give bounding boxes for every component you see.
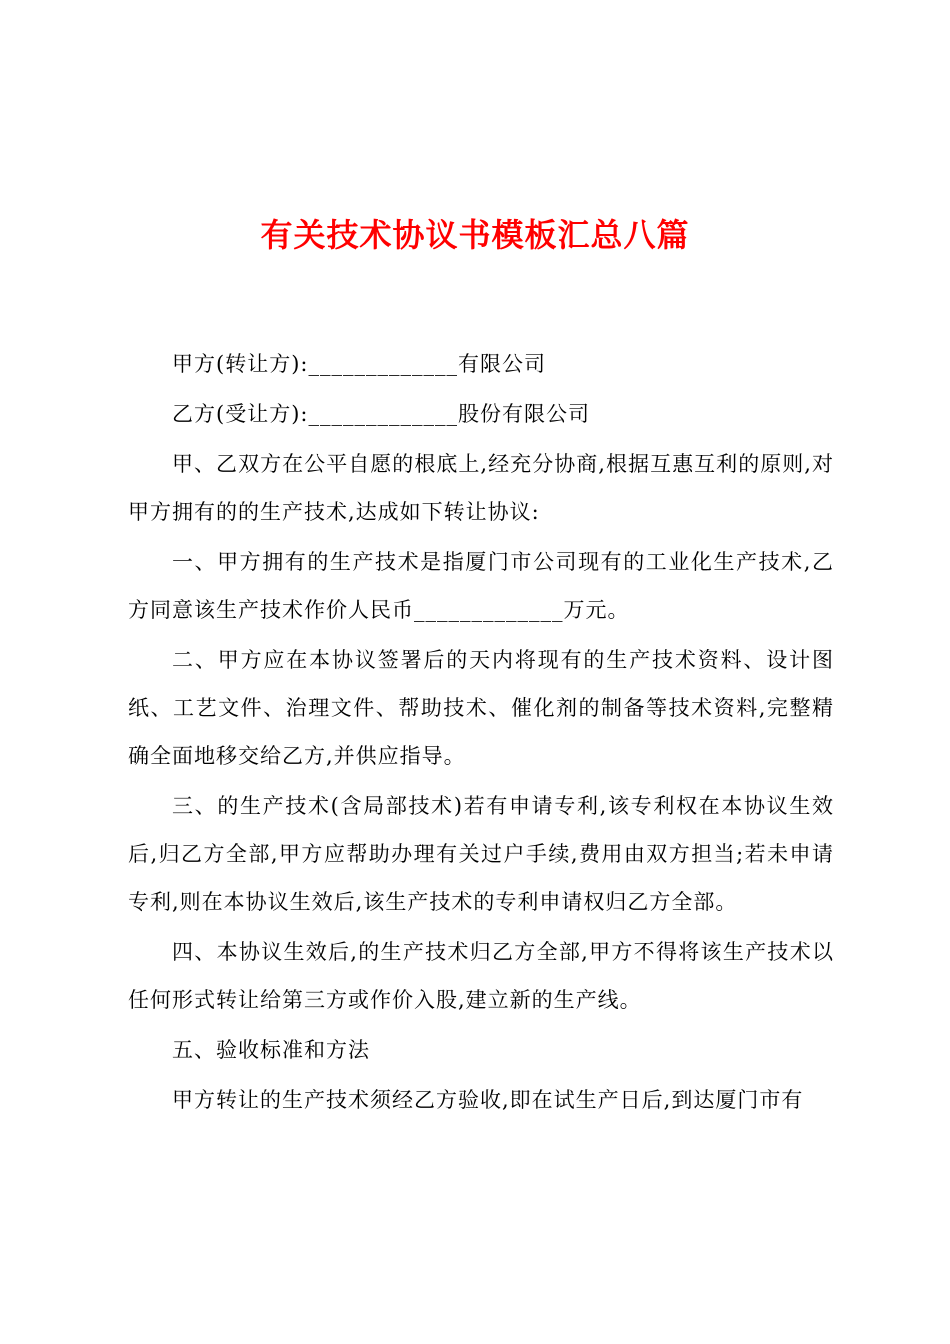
preamble-paragraph: 甲、乙双方在公平自愿的根底上,经充分协商,根据互惠互利的原则,对甲方拥有的的生产技术,达成如下转让协议: [128, 452, 834, 524]
party-a-line: 甲方(转让方):_____________有限公司 [172, 352, 546, 376]
clause-4-paragraph: 四、本协议生效后,的生产技术归乙方全部,甲方不得将该生产技术以任何形式转让给第三方或作价入股,建立新的生产线。 [128, 940, 834, 1012]
clause-1-paragraph: 一、甲方拥有的生产技术是指厦门市公司现有的工业化生产技术,乙方同意该生产技术作价人民币_____________万元。 [128, 550, 834, 622]
party-b-line: 乙方(受让方):_____________股份有限公司 [172, 402, 590, 426]
document-body [128, 340, 834, 1126]
clause-5-heading: 五、验收标准和方法 [172, 1038, 370, 1062]
clause-3-paragraph: 三、的生产技术(含局部技术)若有申请专利,该专利权在本协议生效后,归乙方全部,甲方应帮助办理有关过户手续,费用由双方担当;若未申请专利,则在本协议生效后,该生产技术的专利申请权归乙方全部。 [128, 794, 834, 914]
clause-5-paragraph: 甲方转让的生产技术须经乙方验收,即在试生产日后,到达厦门市有 [172, 1088, 804, 1112]
document-title: 有关技术协议书模板汇总八篇 [260, 216, 690, 254]
clause-2-paragraph: 二、甲方应在本协议签署后的天内将现有的生产技术资料、设计图纸、工艺文件、治理文件、帮助技术、催化剂的制备等技术资料,完整精确全面地移交给乙方,并供应指导。 [128, 648, 834, 768]
